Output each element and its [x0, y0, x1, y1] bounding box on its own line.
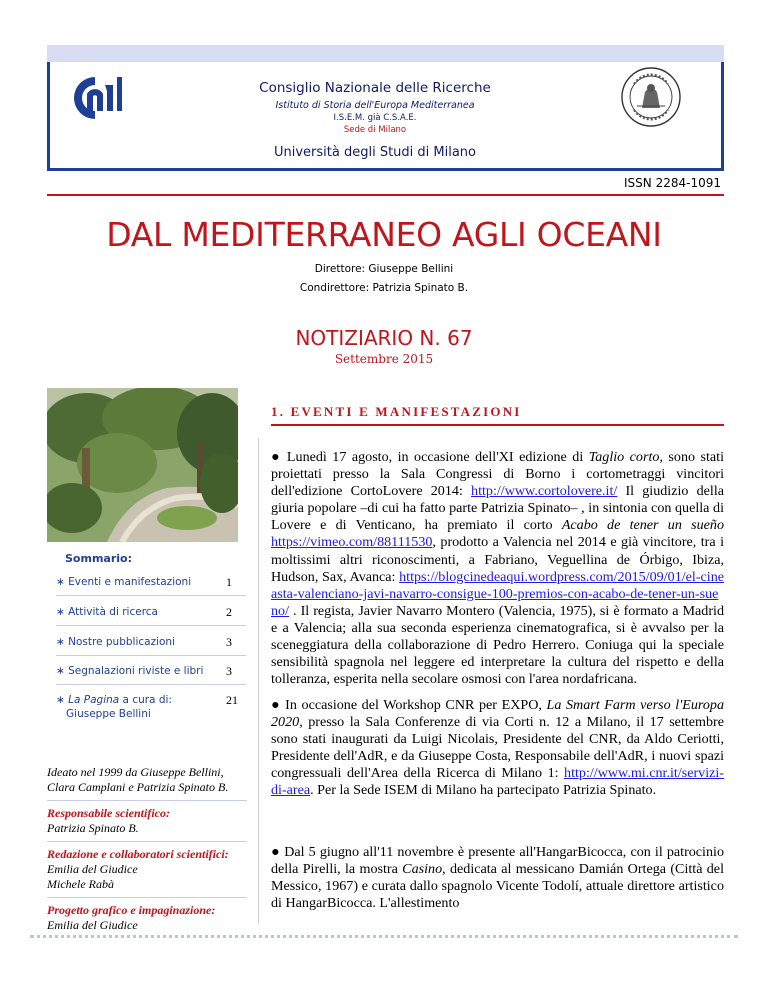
column-divider [258, 438, 259, 924]
cnr-logo-icon [65, 73, 125, 123]
sede-label: Sede di Milano [343, 125, 407, 135]
progetto-value: Emilia del Giudice [47, 918, 138, 932]
toc-page: 3 [226, 664, 232, 678]
toc-label: Attività di ricerca [68, 606, 158, 618]
progetto-label: Progetto grafico e impaginazione: [47, 903, 216, 917]
link-cortolovere[interactable]: http://www.cortolovere.it/ [471, 483, 618, 500]
article-paragraph: ● Dal 5 giugno all'11 novembre è presente all'HangarBicocca, con il patrocinio della Pirelli, la mostra Casino, dedicata al messicano Damián Ortega (Città del Messico, 1967) e curata dallo spagnolo Vicente Todolí, attuale direttore artistico di HangarBicocca. L'allestimento [271, 844, 724, 912]
toc-label: Segnalazioni riviste e libri [68, 665, 204, 677]
toc-label-italic: La Pagina [68, 694, 120, 706]
toc-divider [56, 655, 246, 656]
page-title: DAL MEDITERRANEO AGLI OCEANI [106, 215, 662, 254]
garden-photo [47, 388, 238, 542]
sommario-title: Sommario: [65, 552, 132, 565]
redazione-value: Emilia del Giudice [47, 862, 138, 876]
credits [47, 765, 247, 933]
redazione-value: Michele Rabà [47, 877, 114, 891]
toc-label: Eventi e manifestazioni [68, 576, 192, 588]
toc-page: 1 [226, 575, 232, 589]
header-top-band [47, 45, 724, 62]
university-seal-icon [620, 66, 682, 128]
founded-note: Ideato nel 1999 da Giuseppe Bellini, Clara Camplani e Patrizia Spinato B. [47, 765, 229, 794]
toc-divider [56, 625, 246, 626]
cnr-name: Consiglio Nazionale delle Ricerche [259, 80, 491, 96]
toc-page: 2 [226, 605, 232, 619]
link-blog[interactable]: https://blogcinedeaqui.wordpress.com/2015/09/01/el-cineasta-valenciano-javi-navarro-consigue-100-premios-con-acabo-de-tener-un-sueno/ [271, 568, 724, 619]
section-heading: 1. EVENTI E MANIFESTAZIONI [271, 404, 522, 419]
toc-page: 3 [226, 635, 232, 649]
resp-label: Responsabile scientifico: [47, 806, 170, 820]
link-cnr-area[interactable]: http://www.mi.cnr.it/servizi-di-area [271, 765, 724, 799]
issn-label: ISSN 2284-1091 [624, 176, 721, 190]
article-paragraph: ● In occasione del Workshop CNR per EXPO, La Smart Farm verso l'Europa 2020, presso la Sala Conferenze di via Corti n. 12 a Milano, il 17 settembre sono stati inaugurati da Luigi Nicolais, Presidente del CNR, da Aldo Ceriotti, Presidente dell'AdR, e da Giuseppe Costa, Responsabile dell'AdR, i nuovi spazi congressuali dell'Area della Ricerca di Milano 1: http://www.mi.cnr.it/servizi-di-area. Per la Sede ISEM di Milano ha partecipato Patrizia Spinato. [271, 697, 724, 799]
issue-date: Settembre 2015 [334, 352, 434, 366]
resp-value: Patrizia Spinato B. [47, 821, 139, 835]
toc-page: 21 [226, 693, 238, 707]
redazione-label: Redazione e collaboratori scientifici: [47, 847, 229, 861]
header-rule [47, 194, 724, 196]
toc-label: Nostre pubblicazioni [68, 636, 176, 648]
issue-number: NOTIZIARIO N. 67 [295, 326, 473, 350]
sidebar: Sommario: ∗ Eventi e manifestazioni 1 ∗ Attività di ricerca 2 ∗ Nostre pubblicazioni 3 ∗ Segnalazioni riviste e libri 3 ∗ La Pagina a cura di: Giuseppe Bellini 21 [47, 542, 248, 922]
article-paragraph: ● Lunedì 17 agosto, in occasione dell'XI edizione di Taglio corto, sono stati proiettati presso la Sala Congressi di Borno i cortometraggi vincitori dell'edizione CortoLovere 2014: http://www.cortolovere.it/ Il giudizio della giuria popolare –di cui ha fatto parte Patrizia Spinato– , in sintonia con quella di Lovere e di Venticano, ha premiato il corto Acabo de tener un sueño https://vimeo.com/88111530, prodotto a Valencia nel 2014 e già vincitore, tra i moltissimi altri riconoscimenti, a Fabriano, Veguellina de Órbigo, Ibiza, Hudson, Sax, Avanca: https://blogcinedeaqui.wordpress.com/2015/09/01/el-cineasta-valenciano-javi-navarro-consigue-100-premios-con-acabo-de-tener-un-sueno/ . Il regista, Javier Navarro Montero (Valencia, 1975), si è formato a Madrid e a Valencia; alla sua seconda esperienza cinematografica, si è avvalso per la sceneggiatura della collaborazione di Pedro Herrero. Coniuga qui la speciale sensibilità spagnola nel leggere ed interpretare la cultura del rispetto e della tolleranza, esperita nella secolare osmosi con l'area nordafricana. [271, 449, 724, 688]
link-vimeo[interactable]: https://vimeo.com/88111530 [271, 534, 433, 551]
director-line: Direttore: Giuseppe Bellini [314, 263, 454, 275]
toc-label: a cura di: [119, 694, 172, 706]
university-name: Università degli Studi di Milano [273, 145, 477, 160]
institute-short: I.S.E.M. già C.S.A.E. [333, 113, 417, 123]
toc-divider [56, 684, 246, 685]
footer-dotted-rule [30, 935, 738, 938]
section-rule [271, 424, 724, 426]
institute-name: Istituto di Storia dell'Europa Mediterranea [275, 100, 475, 111]
toc-label-line2: Giuseppe Bellini [66, 708, 151, 720]
codirector-line: Condirettore: Patrizia Spinato B. [299, 282, 469, 294]
toc-divider [56, 595, 246, 596]
